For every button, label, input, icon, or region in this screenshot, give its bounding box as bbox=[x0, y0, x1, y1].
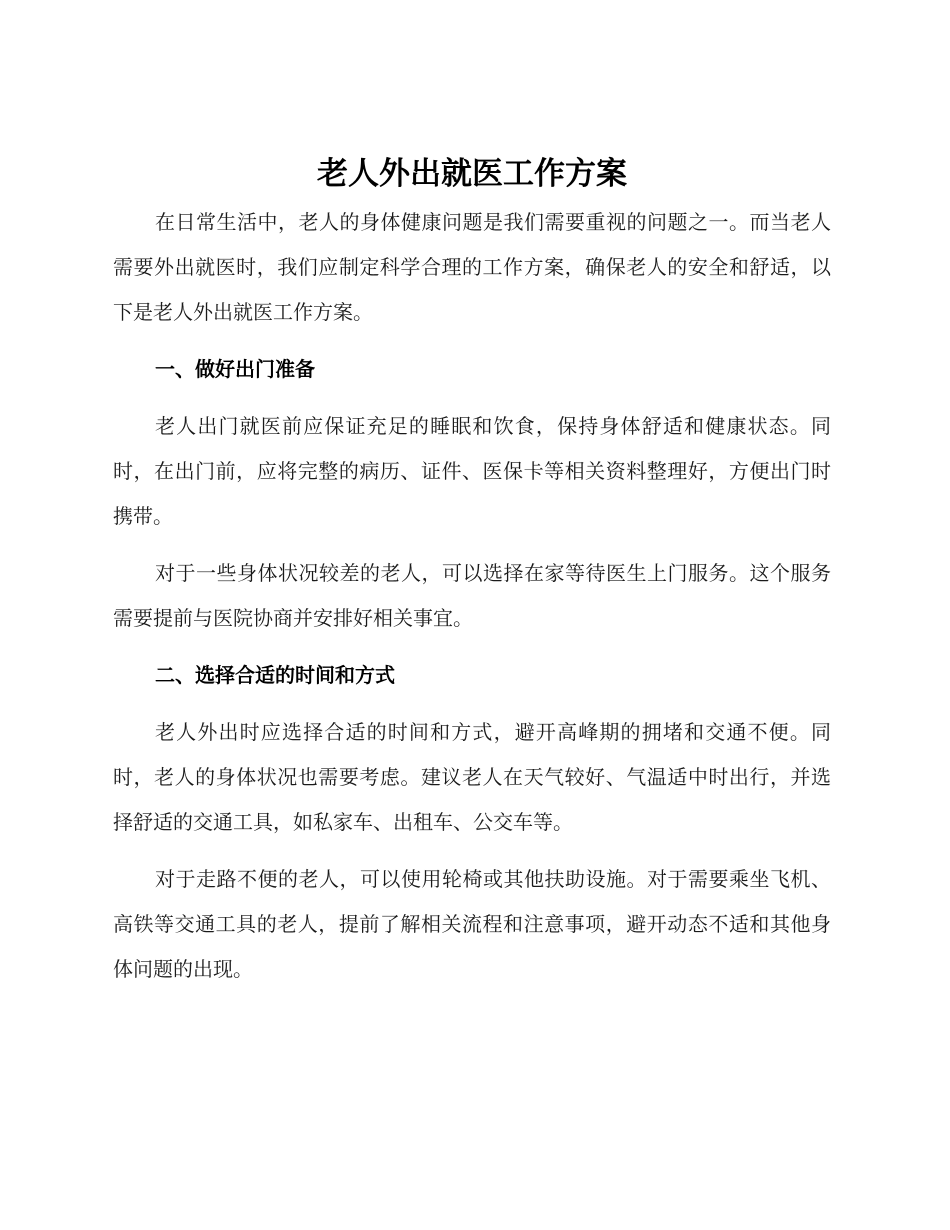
section-heading-time-and-mode: 二、选择合适的时间和方式 bbox=[155, 663, 395, 687]
section-2-paragraph-2: 对于走路不便的老人，可以使用轮椅或其他扶助设施。对于需要乘坐飞机、高铁等交通工具的老人，提前了解相关流程和注意事项，避开动态不适和其他身体问题的出现。 bbox=[113, 867, 831, 981]
document-content bbox=[113, 148, 831, 1004]
section-1-paragraph-1: 老人出门就医前应保证充足的睡眠和饮食，保持身体舒适和健康状态。同时，在出门前，应将完整的病历、证件、医保卡等相关资料整理好，方便出门时携带。 bbox=[113, 414, 831, 528]
section-heading-preparation: 一、做好出门准备 bbox=[155, 357, 315, 381]
section-1-paragraph-2: 对于一些身体状况较差的老人，可以选择在家等待医生上门服务。这个服务需要提前与医院协商并安排好相关事宜。 bbox=[113, 561, 831, 630]
document-title: 老人外出就医工作方案 bbox=[317, 156, 627, 192]
section-2-paragraph-1: 老人外出时应选择合适的时间和方式，避开高峰期的拥堵和交通不便。同时，老人的身体状况也需要考虑。建议老人在天气较好、气温适中时出行，并选择舒适的交通工具，如私家车、出租车、公交车等。 bbox=[113, 720, 831, 834]
intro-paragraph: 在日常生活中，老人的身体健康问题是我们需要重视的问题之一。而当老人需要外出就医时，我们应制定科学合理的工作方案，确保老人的安全和舒适，以下是老人外出就医工作方案。 bbox=[113, 210, 831, 324]
